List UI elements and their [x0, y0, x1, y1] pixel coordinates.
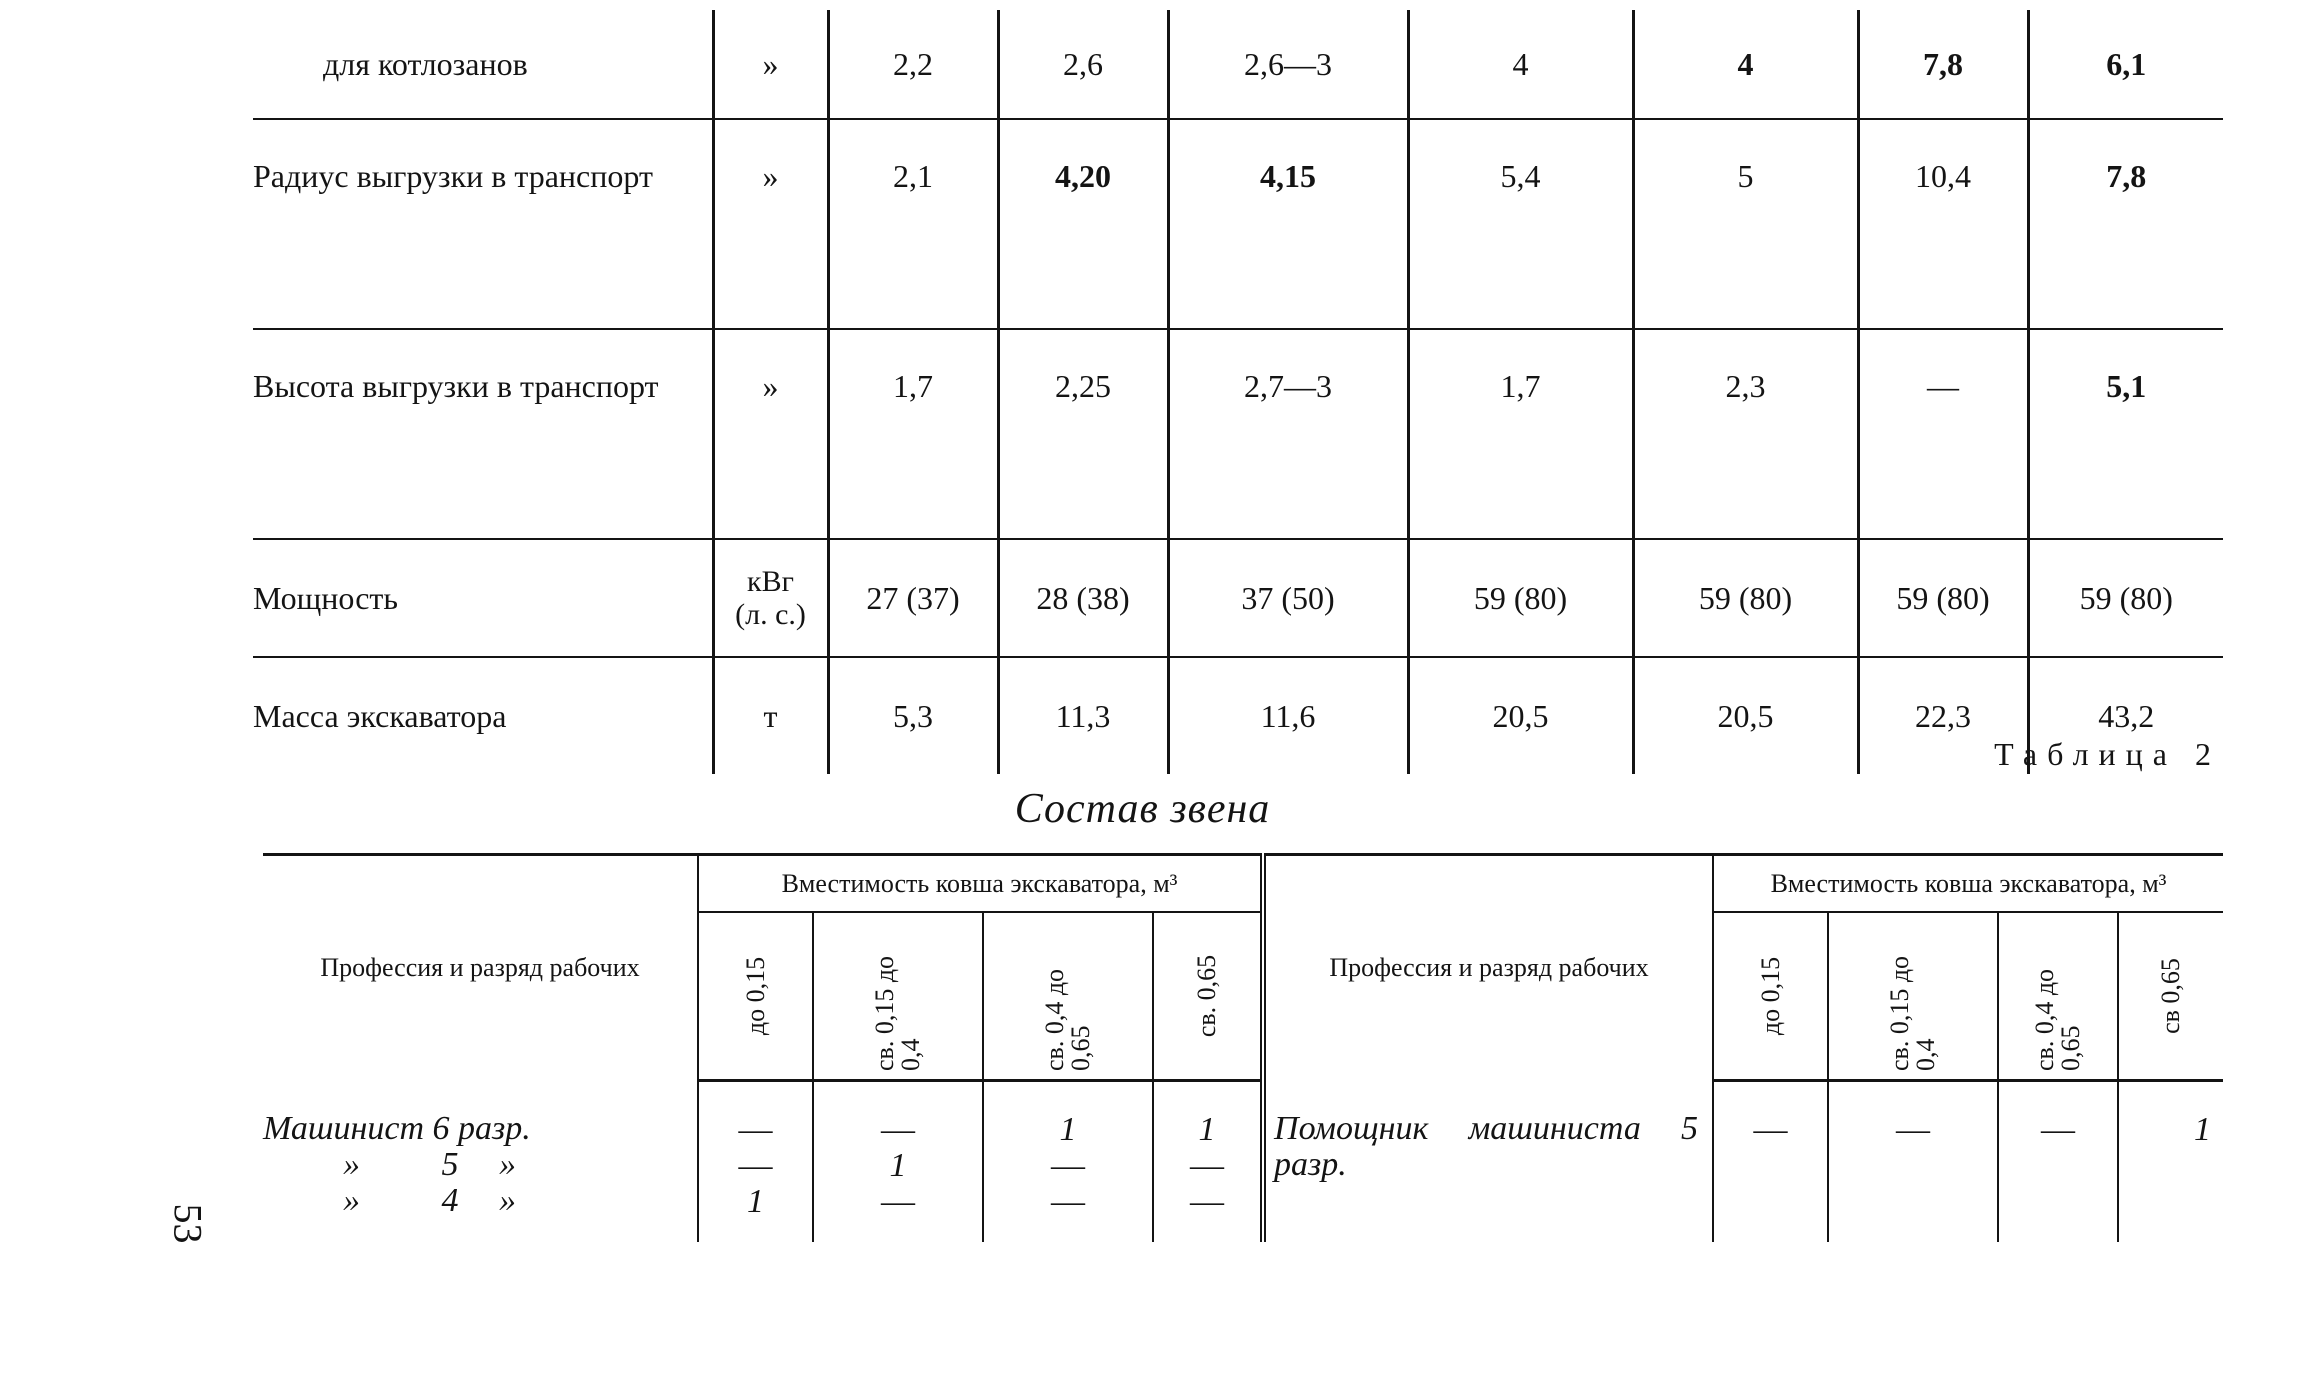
value-cell: 22,3	[1858, 657, 2028, 774]
value-cell: 5	[1633, 119, 1858, 329]
profession-line: » 5 »	[343, 1145, 516, 1183]
column-header-text: св. 0,15 до 0,4	[870, 955, 925, 1071]
row-label: Мощность	[253, 539, 713, 657]
value-cell: 20,5	[1408, 657, 1633, 774]
value-cell: 2,25	[998, 329, 1168, 539]
value-cell: 1	[2118, 1081, 2223, 1243]
profession-header: Профессия и разряд рабочих	[1263, 855, 1713, 1081]
value-cell: 27 (37)	[828, 539, 998, 657]
column-header	[1713, 912, 1828, 1081]
table-row	[253, 539, 2223, 657]
column-header	[1153, 912, 1263, 1081]
unit-line: кВг	[747, 565, 794, 598]
value-cell: 1 — —	[1153, 1081, 1263, 1243]
value-cell: 37 (50)	[1168, 539, 1408, 657]
value-cell: 2,6—3	[1168, 10, 1408, 119]
crew-composition-table	[263, 853, 2223, 1242]
column-header-text: св. 0,4 до 0,65	[2030, 968, 2086, 1071]
value-cell: 4	[1408, 10, 1633, 119]
unit-cell: »	[713, 329, 828, 539]
value-cell: 5,1	[2028, 329, 2223, 539]
table-row	[253, 119, 2223, 329]
table-row	[253, 657, 2223, 774]
profession-line: Машинист 6 разр.	[263, 1109, 531, 1147]
profession-cell	[263, 1081, 698, 1243]
value-cell: 7,8	[1858, 10, 2028, 119]
column-header	[983, 912, 1153, 1081]
column-header-text: св. 0,4 до 0,65	[1040, 968, 1095, 1071]
table-row	[253, 329, 2223, 539]
value-cell: —	[1998, 1081, 2118, 1243]
column-header	[1828, 912, 1998, 1081]
column-header	[813, 912, 983, 1081]
unit-line: (л. с.)	[735, 598, 806, 631]
value-cell: 1 — —	[983, 1081, 1153, 1243]
column-header	[698, 912, 813, 1081]
value-cell: 6,1	[2028, 10, 2223, 119]
value-cell: 59 (80)	[1633, 539, 1858, 657]
value-cell: 2,3	[1633, 329, 1858, 539]
value-cell: 11,3	[998, 657, 1168, 774]
value-cell: 5,3	[828, 657, 998, 774]
row-label: Высота выгрузки в транспорт	[253, 329, 713, 539]
value-cell: —	[1713, 1081, 1828, 1243]
column-header	[2118, 912, 2223, 1081]
profession-cell: Помощник машиниста 5 разр.	[1263, 1081, 1713, 1243]
value-cell: 4,15	[1168, 119, 1408, 329]
value-cell: 2,2	[828, 10, 998, 119]
column-header-text: св. 0,65	[1192, 954, 1221, 1038]
value-cell: 5,4	[1408, 119, 1633, 329]
capacity-group-header: Вместимость ковша экскаватора, м³	[1713, 855, 2223, 913]
row-label: для котлозанов	[323, 46, 528, 82]
value-cell: 10,4	[1858, 119, 2028, 329]
unit-cell: »	[713, 10, 828, 119]
table-title-text: Состав звена	[1014, 786, 1271, 832]
table-row	[263, 1081, 2223, 1243]
value-cell: 59 (80)	[2028, 539, 2223, 657]
table-title	[0, 785, 2307, 833]
column-header-text: св 0,65	[2156, 958, 2186, 1034]
profession-header: Профессия и разряд рабочих	[263, 855, 698, 1081]
value-cell: 2,1	[828, 119, 998, 329]
value-cell: 1,7	[1408, 329, 1633, 539]
value-cell: 20,5	[1633, 657, 1858, 774]
row-label: Масса экскаватора	[253, 657, 713, 774]
table-row	[253, 10, 2223, 119]
value-cell: 4	[1633, 10, 1858, 119]
column-header-text: до 0,15	[1755, 956, 1785, 1036]
value-cell: 2,7—3	[1168, 329, 1408, 539]
header-row	[263, 855, 2223, 913]
value-cell: 59 (80)	[1408, 539, 1633, 657]
table-number: Таблица 2	[1994, 736, 2221, 772]
column-header-text: до 0,15	[740, 956, 770, 1036]
value-cell: — — 1	[698, 1081, 813, 1243]
value-cell: 28 (38)	[998, 539, 1168, 657]
value-cell: 43,2	[2028, 657, 2223, 774]
value-cell: 59 (80)	[1858, 539, 2028, 657]
excavator-specs-table	[253, 10, 2223, 774]
unit-cell: т	[713, 657, 828, 774]
value-cell: 4,20	[998, 119, 1168, 329]
column-header	[1998, 912, 2118, 1081]
value-cell: 2,6	[998, 10, 1168, 119]
value-cell: —	[1858, 329, 2028, 539]
value-cell: —	[1828, 1081, 1998, 1243]
unit-cell: »	[713, 119, 828, 329]
capacity-group-header: Вместимость ковша экскаватора, м³	[698, 855, 1263, 913]
value-cell: — 1 —	[813, 1081, 983, 1243]
row-label: Радиус выгрузки в транспорт	[253, 119, 713, 329]
profession-line: » 4 »	[343, 1181, 516, 1219]
page-number: 53	[165, 1203, 211, 1244]
value-cell: 1,7	[828, 329, 998, 539]
column-header-text: св. 0,15 до 0,4	[1885, 955, 1941, 1071]
value-cell: 7,8	[2028, 119, 2223, 329]
unit-cell	[713, 539, 828, 657]
value-cell: 11,6	[1168, 657, 1408, 774]
